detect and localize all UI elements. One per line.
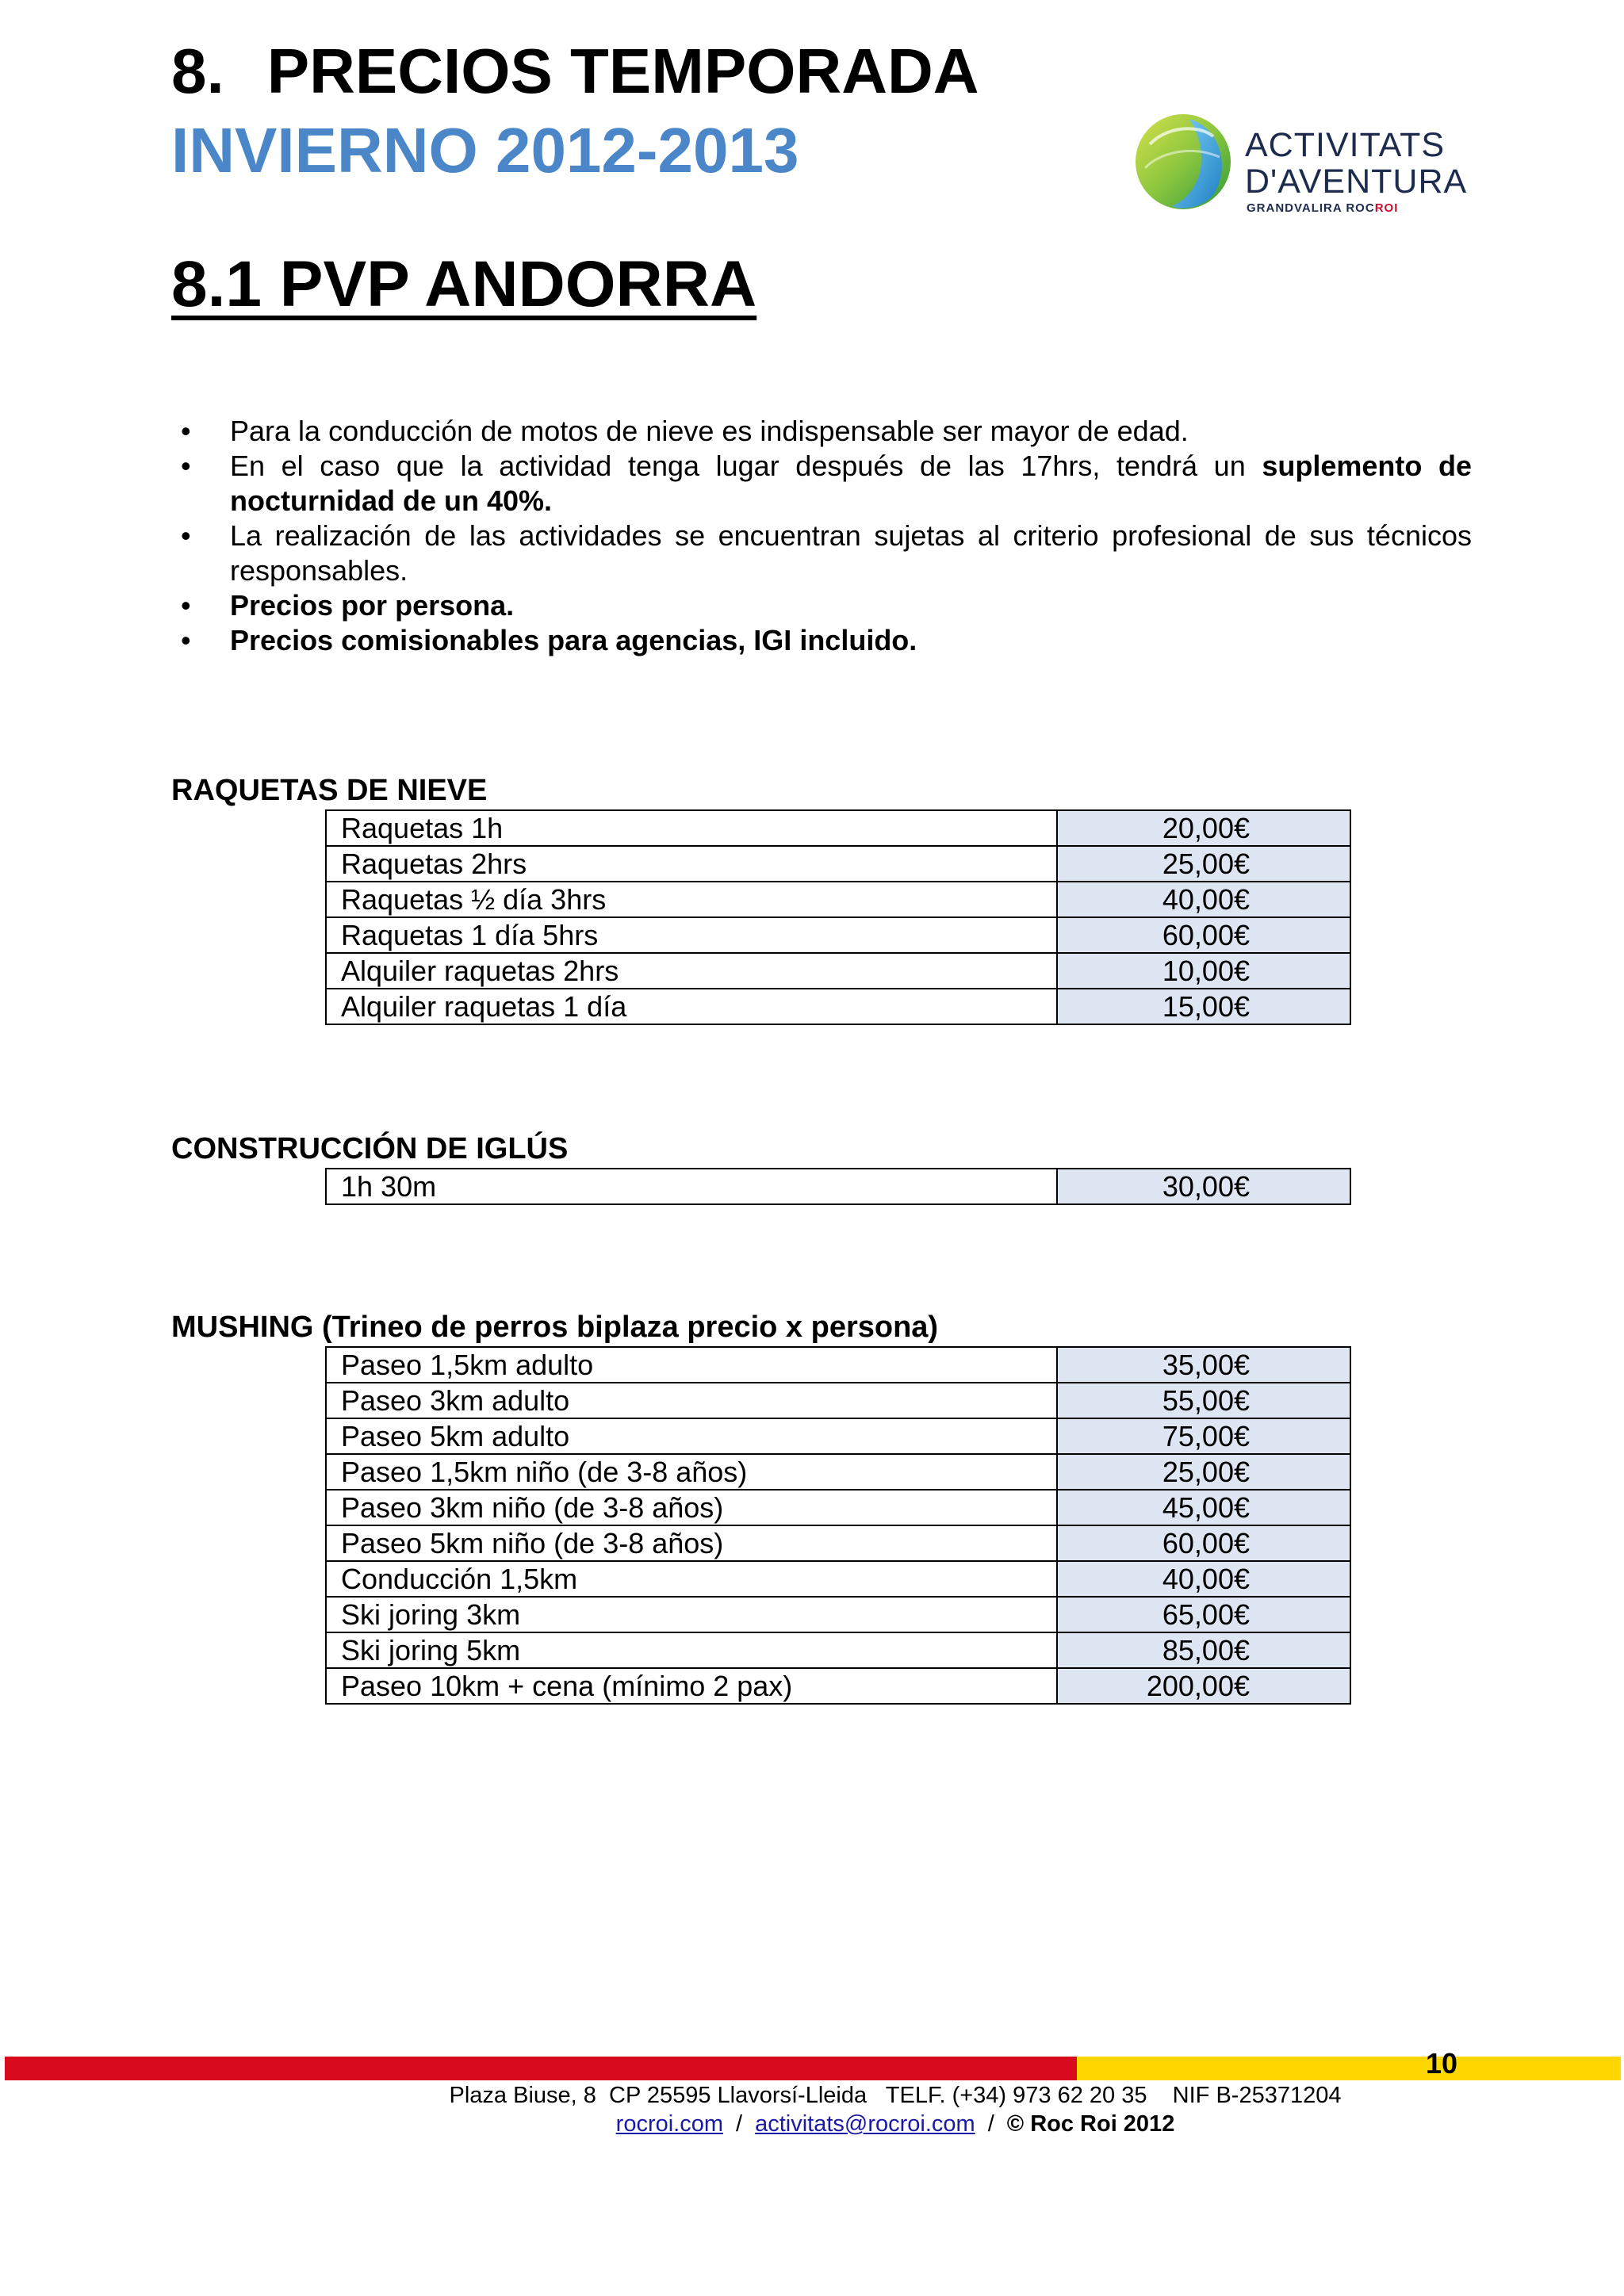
table-row (326, 810, 1350, 846)
footer-address: Plaza Biuse, 8 CP 25595 Llavorsí-Lleida TELF. (+34) 973 62 20 35 NIF B-25371204 (449, 2083, 1342, 2108)
note-item (230, 588, 1472, 623)
logo-sub-roi: ROI (1374, 201, 1399, 215)
logo-name-line1: ACTIVITATS (1245, 126, 1446, 164)
note-text: En el caso que la actividad tenga lugar después de las 17hrs, tendrá un (230, 450, 1262, 482)
row-desc: Paseo 1,5km niño (de 3-8 años) (326, 1454, 1057, 1490)
row-price: 30,00€ (1057, 1169, 1350, 1204)
section-title-raquetas: RAQUETAS DE NIEVE (171, 774, 488, 807)
row-price: 40,00€ (1057, 1561, 1350, 1597)
page-number: 10 (1426, 2047, 1458, 2080)
row-price: 20,00€ (1057, 810, 1350, 846)
row-desc: Raquetas 1 día 5hrs (326, 917, 1057, 953)
row-price: 55,00€ (1057, 1383, 1350, 1418)
price-table-raquetas (325, 809, 1351, 1025)
table-row (326, 1525, 1350, 1561)
price-table-iglus (325, 1168, 1351, 1205)
row-desc: Paseo 1,5km adulto (326, 1347, 1057, 1383)
row-desc: Paseo 5km niño (de 3-8 años) (326, 1525, 1057, 1561)
logo-name (1245, 127, 1467, 200)
row-price: 60,00€ (1057, 1525, 1350, 1561)
price-table-mushing (325, 1346, 1351, 1705)
row-desc: Paseo 5km adulto (326, 1418, 1057, 1454)
notes-list (230, 414, 1472, 658)
row-price: 25,00€ (1057, 1454, 1350, 1490)
table-row (326, 1454, 1350, 1490)
note-bold: suplemento de nocturnidad de un 40%. (230, 450, 1472, 517)
website-link[interactable]: rocroi.com (615, 2111, 724, 2137)
row-price: 65,00€ (1057, 1597, 1350, 1632)
copyright-text: © Roc Roi 2012 (1006, 2111, 1175, 2137)
logo-sub-text: GRANDVALIRA (1247, 201, 1342, 215)
table-row (326, 1597, 1350, 1632)
row-price: 75,00€ (1057, 1418, 1350, 1454)
note-text: La realización de las actividades se encuentran sujetas al criterio profesional de sus técnicos responsables. (230, 519, 1472, 587)
note-item (230, 449, 1472, 519)
title-text: PRECIOS TEMPORADA (266, 36, 979, 106)
row-desc: Raquetas 2hrs (326, 846, 1057, 882)
title-number: 8. (171, 36, 224, 106)
note-bold: Precios comisionables para agencias, IGI incluido. (230, 624, 917, 656)
table-row (326, 953, 1350, 989)
page-subtitle: INVIERNO 2012-2013 (171, 115, 799, 186)
row-price: 40,00€ (1057, 882, 1350, 917)
row-price: 85,00€ (1057, 1632, 1350, 1668)
row-price: 25,00€ (1057, 846, 1350, 882)
footer-separator: / (736, 2111, 743, 2137)
row-price: 45,00€ (1057, 1490, 1350, 1525)
table-row (326, 1490, 1350, 1525)
globe-logo-icon (1134, 113, 1232, 211)
table-row (326, 1668, 1350, 1704)
note-bold: Precios por persona. (230, 589, 515, 622)
row-desc: Alquiler raquetas 2hrs (326, 953, 1057, 989)
table-row (326, 1383, 1350, 1418)
row-desc: Paseo 10km + cena (mínimo 2 pax) (326, 1668, 1057, 1704)
row-price: 10,00€ (1057, 953, 1350, 989)
row-desc: Alquiler raquetas 1 día (326, 989, 1057, 1024)
row-desc: Raquetas 1h (326, 810, 1057, 846)
row-price: 60,00€ (1057, 917, 1350, 953)
note-text: Para la conducción de motos de nieve es indispensable ser mayor de edad. (230, 415, 1189, 447)
table-row (326, 989, 1350, 1024)
table-row (326, 882, 1350, 917)
logo-subtitle (1247, 201, 1398, 215)
row-desc: Paseo 3km niño (de 3-8 años) (326, 1490, 1057, 1525)
footer-links (0, 2110, 1624, 2137)
email-link[interactable]: activitats@rocroi.com (755, 2111, 975, 2137)
section-heading: 8.1 PVP ANDORRA (171, 248, 757, 320)
table-row (326, 1632, 1350, 1668)
row-price: 35,00€ (1057, 1347, 1350, 1383)
note-item (230, 519, 1472, 588)
table-row (326, 1347, 1350, 1383)
footer-separator: / (987, 2111, 994, 2137)
footer-bar-yellow (1077, 2057, 1621, 2080)
row-price: 200,00€ (1057, 1668, 1350, 1704)
page-title (171, 36, 979, 106)
row-desc: 1h 30m (326, 1169, 1057, 1204)
row-desc: Paseo 3km adulto (326, 1383, 1057, 1418)
row-price: 15,00€ (1057, 989, 1350, 1024)
note-item (230, 414, 1472, 449)
logo-sub-roc: ROC (1346, 201, 1375, 215)
table-row (326, 1418, 1350, 1454)
logo-name-line2: D'AVENTURA (1245, 163, 1468, 201)
table-row (326, 1169, 1350, 1204)
footer-bar-red (5, 2057, 1077, 2080)
activitats-logo (1134, 109, 1467, 220)
row-desc: Ski joring 5km (326, 1632, 1057, 1668)
table-row (326, 917, 1350, 953)
row-desc: Conducción 1,5km (326, 1561, 1057, 1597)
section-title-mushing: MUSHING (Trineo de perros biplaza precio x persona) (171, 1311, 939, 1344)
note-item (230, 623, 1472, 658)
row-desc: Ski joring 3km (326, 1597, 1057, 1632)
row-desc: Raquetas ½ día 3hrs (326, 882, 1057, 917)
table-row (326, 1561, 1350, 1597)
table-row (326, 846, 1350, 882)
section-title-iglus: CONSTRUCCIÓN DE IGLÚS (171, 1132, 569, 1165)
